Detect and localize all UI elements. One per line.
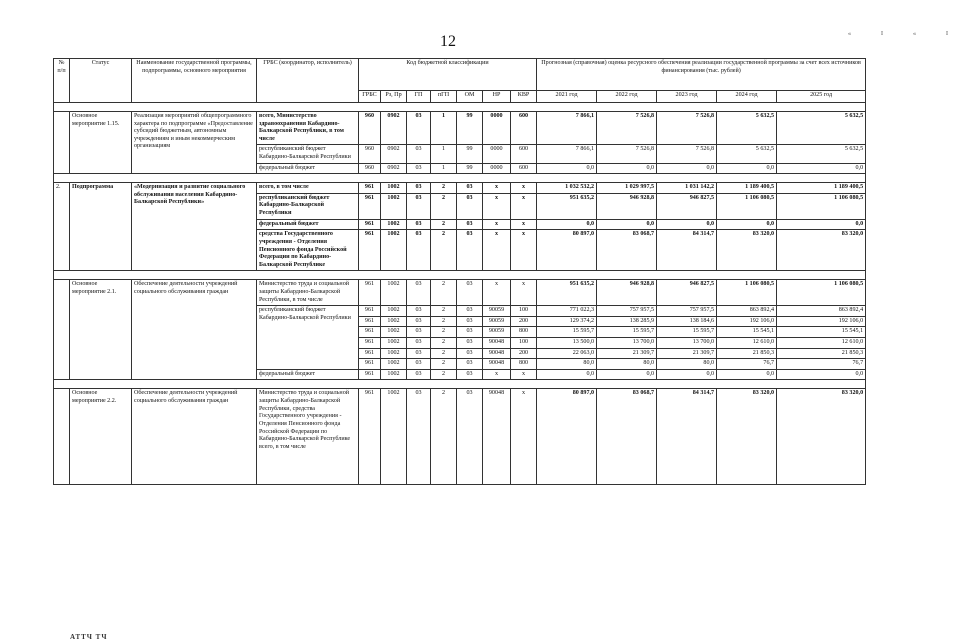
code-rz-pr: 1002 <box>381 369 407 380</box>
code-om: 03 <box>457 193 483 219</box>
header-row <box>54 59 866 91</box>
code-grbs-code: 961 <box>359 348 381 359</box>
corner-marks: «I«I <box>848 31 978 37</box>
subheader-pgp: пГП <box>431 91 457 103</box>
page-number: 12 <box>440 33 456 50</box>
header-forecast: Прогнозная (справочная) оценка ресурсного обеспечения реализации государственной программы за счет всех источников финансирования (тыс. рублей) <box>537 59 866 91</box>
subheader-grbs: ГРБС <box>359 91 381 103</box>
block-name: Реализация мероприятий общепрограммного характера по подпрограмме «Предоставление субсидий бюджетным, автономным учреждениям и иным некоммерческим организациям <box>132 112 257 174</box>
amount-2023: 0,0 <box>657 219 717 230</box>
amount-2025: 1 189 400,5 <box>777 183 866 194</box>
grbs-cell: республиканский бюджет Кабардино-Балкарской Республики <box>257 193 359 219</box>
code-nr: х <box>483 369 511 380</box>
amount-2021: 80,0 <box>537 359 597 370</box>
grbs-cell: федеральный бюджет <box>257 163 359 174</box>
amount-2025: 12 610,0 <box>777 338 866 349</box>
code-pgp: 2 <box>431 338 457 349</box>
code-gp: 03 <box>407 183 431 194</box>
amount-2025: 21 850,3 <box>777 348 866 359</box>
amount-2024: 1 106 080,5 <box>717 280 777 306</box>
code-gp: 03 <box>407 306 431 317</box>
subheader-rz-pr: Рз, Пр <box>381 91 407 103</box>
code-kvr: 200 <box>511 348 537 359</box>
code-rz-pr: 0902 <box>381 145 407 163</box>
code-gp: 03 <box>407 348 431 359</box>
code-om: 03 <box>457 327 483 338</box>
code-pgp: 2 <box>431 183 457 194</box>
amount-2021: 80 897,0 <box>537 389 597 485</box>
code-rz-pr: 1002 <box>381 389 407 485</box>
code-nr: х <box>483 193 511 219</box>
amount-2023: 757 957,5 <box>657 306 717 317</box>
amount-2021: 951 635,2 <box>537 193 597 219</box>
amount-2022: 80,0 <box>597 359 657 370</box>
table-row <box>54 112 866 145</box>
header-budget-classification: Код бюджетной классификации <box>359 59 537 91</box>
code-rz-pr: 1002 <box>381 348 407 359</box>
amount-2024: 1 106 080,5 <box>717 193 777 219</box>
spacer-cell <box>54 271 866 280</box>
block-status: Основное мероприятие 2.1. <box>70 280 132 380</box>
code-om: 03 <box>457 219 483 230</box>
amount-2024: 21 850,3 <box>717 348 777 359</box>
grbs-cell: Министерство труда и социальной защиты Кабардино-Балкарской Республики, средства Государственного учреждения - Отделения Пенсионного фонда Российской Федерации по Кабардино-Балкарской Республике всего, в том числе <box>257 389 359 485</box>
amount-2024: 0,0 <box>717 369 777 380</box>
code-kvr: 800 <box>511 359 537 370</box>
code-gp: 03 <box>407 369 431 380</box>
code-om: 03 <box>457 359 483 370</box>
header-num: № п/п <box>54 59 70 103</box>
amount-2025: 0,0 <box>777 163 866 174</box>
amount-2023: 13 700,0 <box>657 338 717 349</box>
code-nr: х <box>483 280 511 306</box>
amount-2025: 0,0 <box>777 219 866 230</box>
code-grbs-code: 961 <box>359 183 381 194</box>
amount-2023: 84 314,7 <box>657 230 717 271</box>
code-nr: 90059 <box>483 306 511 317</box>
amount-2022: 1 029 997,5 <box>597 183 657 194</box>
amount-2021: 0,0 <box>537 163 597 174</box>
amount-2021: 7 866,1 <box>537 112 597 145</box>
block-status: Подпрограмма <box>70 183 132 271</box>
subheader-om: ОМ <box>457 91 483 103</box>
code-grbs-code: 961 <box>359 316 381 327</box>
amount-2021: 0,0 <box>537 219 597 230</box>
table-row <box>54 280 866 306</box>
code-rz-pr: 0902 <box>381 163 407 174</box>
code-grbs-code: 960 <box>359 112 381 145</box>
code-om: 03 <box>457 183 483 194</box>
amount-2023: 21 309,7 <box>657 348 717 359</box>
resource-table <box>53 58 866 485</box>
code-gp: 03 <box>407 112 431 145</box>
amount-2025: 1 106 080,5 <box>777 193 866 219</box>
amount-2023: 0,0 <box>657 369 717 380</box>
code-kvr: 200 <box>511 316 537 327</box>
amount-2023: 946 827,5 <box>657 280 717 306</box>
amount-2024: 192 106,0 <box>717 316 777 327</box>
code-grbs-code: 961 <box>359 327 381 338</box>
amount-2023: 7 526,8 <box>657 112 717 145</box>
amount-2025: 15 545,1 <box>777 327 866 338</box>
amount-2024: 83 320,0 <box>717 389 777 485</box>
code-grbs-code: 960 <box>359 145 381 163</box>
grbs-cell: республиканский бюджет Кабардино-Балкарской Республики <box>257 145 359 163</box>
spacer-cell <box>54 174 866 183</box>
code-pgp: 1 <box>431 112 457 145</box>
code-nr: 90059 <box>483 327 511 338</box>
code-kvr: х <box>511 280 537 306</box>
amount-2021: 951 635,2 <box>537 280 597 306</box>
amount-2024: 5 632,5 <box>717 112 777 145</box>
grbs-cell: федеральный бюджет <box>257 219 359 230</box>
header-name: Наименование государственной программы, подпрограммы, основного мероприятия <box>132 59 257 103</box>
subheader-2021: 2021 год <box>537 91 597 103</box>
code-kvr: 100 <box>511 338 537 349</box>
code-gp: 03 <box>407 230 431 271</box>
grbs-cell: всего, в том числе <box>257 183 359 194</box>
code-nr: х <box>483 219 511 230</box>
block-name: «Модернизация и развитие социального обслуживания населения Кабардино-Балкарской Республики» <box>132 183 257 271</box>
code-rz-pr: 1002 <box>381 316 407 327</box>
code-kvr: х <box>511 389 537 485</box>
amount-2023: 84 314,7 <box>657 389 717 485</box>
code-pgp: 2 <box>431 193 457 219</box>
code-grbs-code: 961 <box>359 369 381 380</box>
amount-2023: 15 595,7 <box>657 327 717 338</box>
code-om: 03 <box>457 348 483 359</box>
code-rz-pr: 1002 <box>381 219 407 230</box>
amount-2021: 15 595,7 <box>537 327 597 338</box>
amount-2024: 76,7 <box>717 359 777 370</box>
subheader-nr: НР <box>483 91 511 103</box>
code-kvr: 800 <box>511 327 537 338</box>
code-grbs-code: 961 <box>359 359 381 370</box>
code-gp: 03 <box>407 280 431 306</box>
amount-2024: 863 892,4 <box>717 306 777 317</box>
grbs-cell: федеральный бюджет <box>257 369 359 380</box>
amount-2022: 946 928,8 <box>597 280 657 306</box>
amount-2023: 946 827,5 <box>657 193 717 219</box>
code-nr: х <box>483 183 511 194</box>
block-num <box>54 112 70 174</box>
code-pgp: 1 <box>431 163 457 174</box>
code-kvr: 100 <box>511 306 537 317</box>
code-om: 03 <box>457 369 483 380</box>
code-om: 03 <box>457 230 483 271</box>
amount-2025: 5 632,5 <box>777 112 866 145</box>
amount-2025: 0,0 <box>777 369 866 380</box>
code-gp: 03 <box>407 389 431 485</box>
block-name: Обеспечение деятельности учреждений социального обслуживания граждан <box>132 389 257 485</box>
code-kvr: х <box>511 369 537 380</box>
code-om: 99 <box>457 145 483 163</box>
amount-2024: 1 189 400,5 <box>717 183 777 194</box>
block-status: Основное мероприятие 1.15. <box>70 112 132 174</box>
amount-2024: 5 632,5 <box>717 145 777 163</box>
amount-2022: 0,0 <box>597 369 657 380</box>
block-num <box>54 280 70 380</box>
code-nr: 90048 <box>483 348 511 359</box>
amount-2024: 0,0 <box>717 163 777 174</box>
amount-2023: 1 031 142,2 <box>657 183 717 194</box>
subheader-2022: 2022 год <box>597 91 657 103</box>
code-grbs-code: 961 <box>359 280 381 306</box>
amount-2023: 7 526,8 <box>657 145 717 163</box>
grbs-cell: всего, Министерство здравоохранения Кабардино-Балкарской Республики, в том числе <box>257 112 359 145</box>
code-kvr: х <box>511 183 537 194</box>
table-row <box>54 389 866 485</box>
code-nr: х <box>483 230 511 271</box>
amount-2023: 80,0 <box>657 359 717 370</box>
subheader-2024: 2024 год <box>717 91 777 103</box>
code-pgp: 2 <box>431 389 457 485</box>
code-grbs-code: 961 <box>359 389 381 485</box>
amount-2021: 13 500,0 <box>537 338 597 349</box>
block-status: Основное мероприятие 2.2. <box>70 389 132 485</box>
code-rz-pr: 1002 <box>381 193 407 219</box>
code-om: 03 <box>457 316 483 327</box>
code-gp: 03 <box>407 145 431 163</box>
amount-2025: 1 106 080,5 <box>777 280 866 306</box>
block-spacer <box>54 271 866 280</box>
code-pgp: 2 <box>431 316 457 327</box>
code-om: 03 <box>457 338 483 349</box>
code-rz-pr: 1002 <box>381 306 407 317</box>
code-rz-pr: 1002 <box>381 327 407 338</box>
code-grbs-code: 961 <box>359 219 381 230</box>
code-grbs-code: 960 <box>359 163 381 174</box>
code-gp: 03 <box>407 163 431 174</box>
amount-2022: 13 700,0 <box>597 338 657 349</box>
code-rz-pr: 1002 <box>381 359 407 370</box>
amount-2025: 83 320,0 <box>777 389 866 485</box>
subheader-2025: 2025 год <box>777 91 866 103</box>
code-grbs-code: 961 <box>359 193 381 219</box>
amount-2025: 192 106,0 <box>777 316 866 327</box>
spacer-cell <box>54 103 866 112</box>
amount-2024: 83 320,0 <box>717 230 777 271</box>
amount-2025: 5 632,5 <box>777 145 866 163</box>
code-pgp: 1 <box>431 145 457 163</box>
code-grbs-code: 961 <box>359 306 381 317</box>
amount-2022: 7 526,8 <box>597 145 657 163</box>
subheader-2023: 2023 год <box>657 91 717 103</box>
code-rz-pr: 1002 <box>381 280 407 306</box>
amount-2022: 83 068,7 <box>597 230 657 271</box>
code-gp: 03 <box>407 327 431 338</box>
table-row <box>54 183 866 194</box>
code-gp: 03 <box>407 219 431 230</box>
amount-2021: 0,0 <box>537 369 597 380</box>
code-pgp: 2 <box>431 219 457 230</box>
amount-2023: 138 184,6 <box>657 316 717 327</box>
amount-2022: 83 068,7 <box>597 389 657 485</box>
code-om: 03 <box>457 280 483 306</box>
amount-2025: 76,7 <box>777 359 866 370</box>
grbs-cell: Министерство труда и социальной защиты Кабардино-Балкарской Республики, в том числе <box>257 280 359 306</box>
code-nr: 0000 <box>483 163 511 174</box>
amount-2023: 0,0 <box>657 163 717 174</box>
code-pgp: 2 <box>431 359 457 370</box>
code-om: 99 <box>457 112 483 145</box>
spacer-cell <box>54 380 866 389</box>
code-grbs-code: 961 <box>359 338 381 349</box>
code-om: 99 <box>457 163 483 174</box>
code-kvr: 600 <box>511 163 537 174</box>
code-gp: 03 <box>407 316 431 327</box>
block-num: 2. <box>54 183 70 271</box>
code-nr: 90048 <box>483 359 511 370</box>
amount-2021: 7 866,1 <box>537 145 597 163</box>
code-pgp: 2 <box>431 230 457 271</box>
amount-2022: 0,0 <box>597 219 657 230</box>
code-pgp: 2 <box>431 348 457 359</box>
amount-2021: 80 897,0 <box>537 230 597 271</box>
code-rz-pr: 1002 <box>381 183 407 194</box>
amount-2021: 771 022,3 <box>537 306 597 317</box>
amount-2024: 12 610,0 <box>717 338 777 349</box>
block-spacer <box>54 103 866 112</box>
code-nr: 0000 <box>483 112 511 145</box>
code-kvr: 600 <box>511 112 537 145</box>
code-grbs-code: 961 <box>359 230 381 271</box>
amount-2022: 21 309,7 <box>597 348 657 359</box>
code-rz-pr: 0902 <box>381 112 407 145</box>
amount-2022: 138 285,9 <box>597 316 657 327</box>
amount-2022: 7 526,8 <box>597 112 657 145</box>
grbs-cell: средства Государственного учреждения - Отделения Пенсионного фонда Российской Федерации по Кабардино-Балкарской Республике <box>257 230 359 271</box>
code-kvr: х <box>511 219 537 230</box>
header-grbs-coordinator: ГРБС (координатор, исполнитель) <box>257 59 359 103</box>
amount-2021: 1 032 532,2 <box>537 183 597 194</box>
header-status: Статус <box>70 59 132 103</box>
amount-2021: 22 063,0 <box>537 348 597 359</box>
subheader-kvr: КВР <box>511 91 537 103</box>
code-om: 03 <box>457 306 483 317</box>
code-pgp: 2 <box>431 306 457 317</box>
code-kvr: х <box>511 230 537 271</box>
amount-2025: 83 320,0 <box>777 230 866 271</box>
block-num <box>54 389 70 485</box>
code-om: 03 <box>457 389 483 485</box>
code-pgp: 2 <box>431 280 457 306</box>
code-gp: 03 <box>407 193 431 219</box>
amount-2024: 15 545,1 <box>717 327 777 338</box>
grbs-cell: республиканский бюджет Кабардино-Балкарской Республики <box>257 306 359 370</box>
amount-2022: 946 928,8 <box>597 193 657 219</box>
subheader-gp: ГП <box>407 91 431 103</box>
block-name: Обеспечение деятельности учреждений социального обслуживания граждан <box>132 280 257 380</box>
code-pgp: 2 <box>431 369 457 380</box>
code-pgp: 2 <box>431 327 457 338</box>
amount-2022: 15 595,7 <box>597 327 657 338</box>
code-nr: 90048 <box>483 338 511 349</box>
block-spacer <box>54 174 866 183</box>
code-rz-pr: 1002 <box>381 230 407 271</box>
code-nr: 90059 <box>483 316 511 327</box>
code-rz-pr: 1002 <box>381 338 407 349</box>
block-spacer <box>54 380 866 389</box>
amount-2022: 0,0 <box>597 163 657 174</box>
footer-mark: АТТЧ ТЧ <box>70 633 108 641</box>
code-gp: 03 <box>407 359 431 370</box>
code-gp: 03 <box>407 338 431 349</box>
amount-2022: 757 957,5 <box>597 306 657 317</box>
amount-2024: 0,0 <box>717 219 777 230</box>
code-kvr: х <box>511 193 537 219</box>
code-kvr: 600 <box>511 145 537 163</box>
code-nr: 90048 <box>483 389 511 485</box>
amount-2021: 129 374,2 <box>537 316 597 327</box>
amount-2025: 863 892,4 <box>777 306 866 317</box>
code-nr: 0000 <box>483 145 511 163</box>
